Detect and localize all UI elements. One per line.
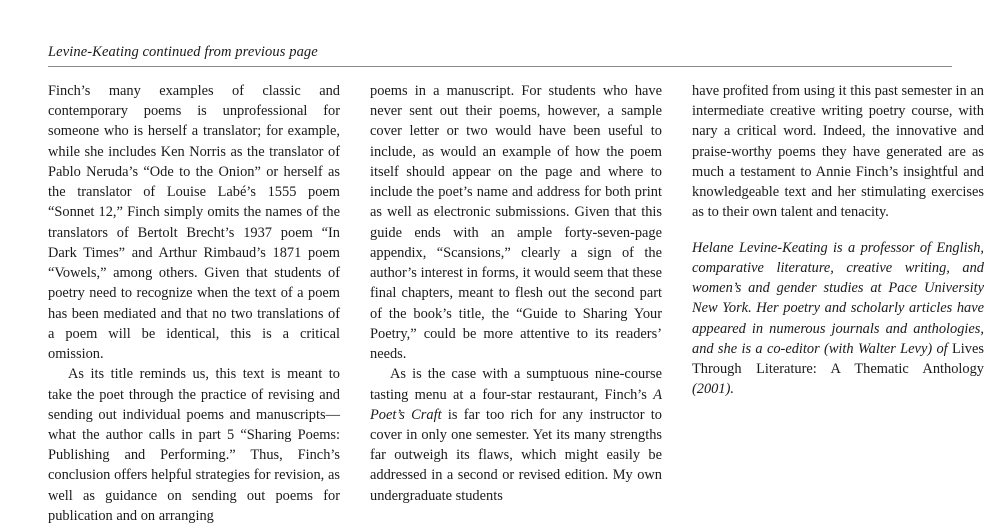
text-run: is far too rich for any instructor to cover in only one semester. Yet its many strengths far outweigh its flaws, which might easily be addressed in a second or revised edition. My own undergraduate students — [370, 406, 662, 504]
text-run: A Poet’s Craft — [370, 386, 662, 423]
text-column-3 — [692, 81, 984, 400]
paragraph: poems in a manuscript. For students who have never sent out their poems, however, a sample cover letter or two would have been useful to include, as would an example of how the poem itself should appear on the page and where to include the poet’s name and address for both print as well as electronic submissions. Given that this guide ends with an ample forty-seven-page appendix, “Scansions,” clearly a sign of the author’s interest in forms, it would seem that these final chapters, meant to flesh out the second part of the book’s title, the “Guide to Sharing Your Poetry,” could be more attentive to its readers’ needs. — [370, 83, 662, 363]
paragraph: have profited from using it this past semester in an intermediate creative writing poetry course, with nary a critical word. Indeed, the innovative and praise-worthy poems they have generated are as much a testament to Annie Finch’s insightful and knowledgeable text and her stimulating exercises as to their own talent and tenacity. — [692, 83, 984, 221]
paragraph: Finch’s many examples of classic and contemporary poems is unprofessional for someone who is herself a translator; for example, while she includes Ken Norris as the translator of Pablo Neruda’s “Ode to the Onion” or herself as the translator of Louise Labé’s 1555 poem “Sonnet 12,” Finch simply omits the names of the translators of Bertolt Brecht’s 1937 poem “In Dark Times” and Arthur Rimbaud’s 1871 poem “Vowels,” among others. Given that students of poetry need to recognize when the text of a poem has been mediated and that no two translations of a poem will be identical, this is a critical omission. — [48, 83, 340, 363]
text-run: Helane Levine-Keating is a professor of English, comparative literature, creative writing, and women’s and gender studies at Pace University New York. Her poetry and scholarly articles have appeared in numerous journals and anthologies, and she is a co-editor (with Walter Levy) of — [692, 239, 984, 357]
column-container — [48, 81, 984, 526]
text-run: (2001). — [692, 381, 734, 398]
paragraph-with-title — [370, 364, 662, 506]
text-column-2 — [370, 81, 662, 506]
text-run: Lives Through Literature: A Thematic Anthology — [692, 340, 984, 378]
author-bio — [692, 238, 984, 400]
text-column-1 — [48, 81, 340, 526]
paragraph: As its title reminds us, this text is meant to take the poet through the practice of revising and sending out individual poems and manuscripts—what the author calls in part 5 “Sharing Poems: Publishing and Performing.” Thus, Finch’s conclusion offers helpful strategies for revision, as well as guidance on sending out poems for publication and on arranging — [48, 366, 340, 524]
text-run: As is the case with a sumptuous nine-course tasting menu at a four-star restaurant, Finch’s — [370, 366, 662, 403]
running-head: Levine-Keating continued from previous page — [48, 44, 952, 67]
